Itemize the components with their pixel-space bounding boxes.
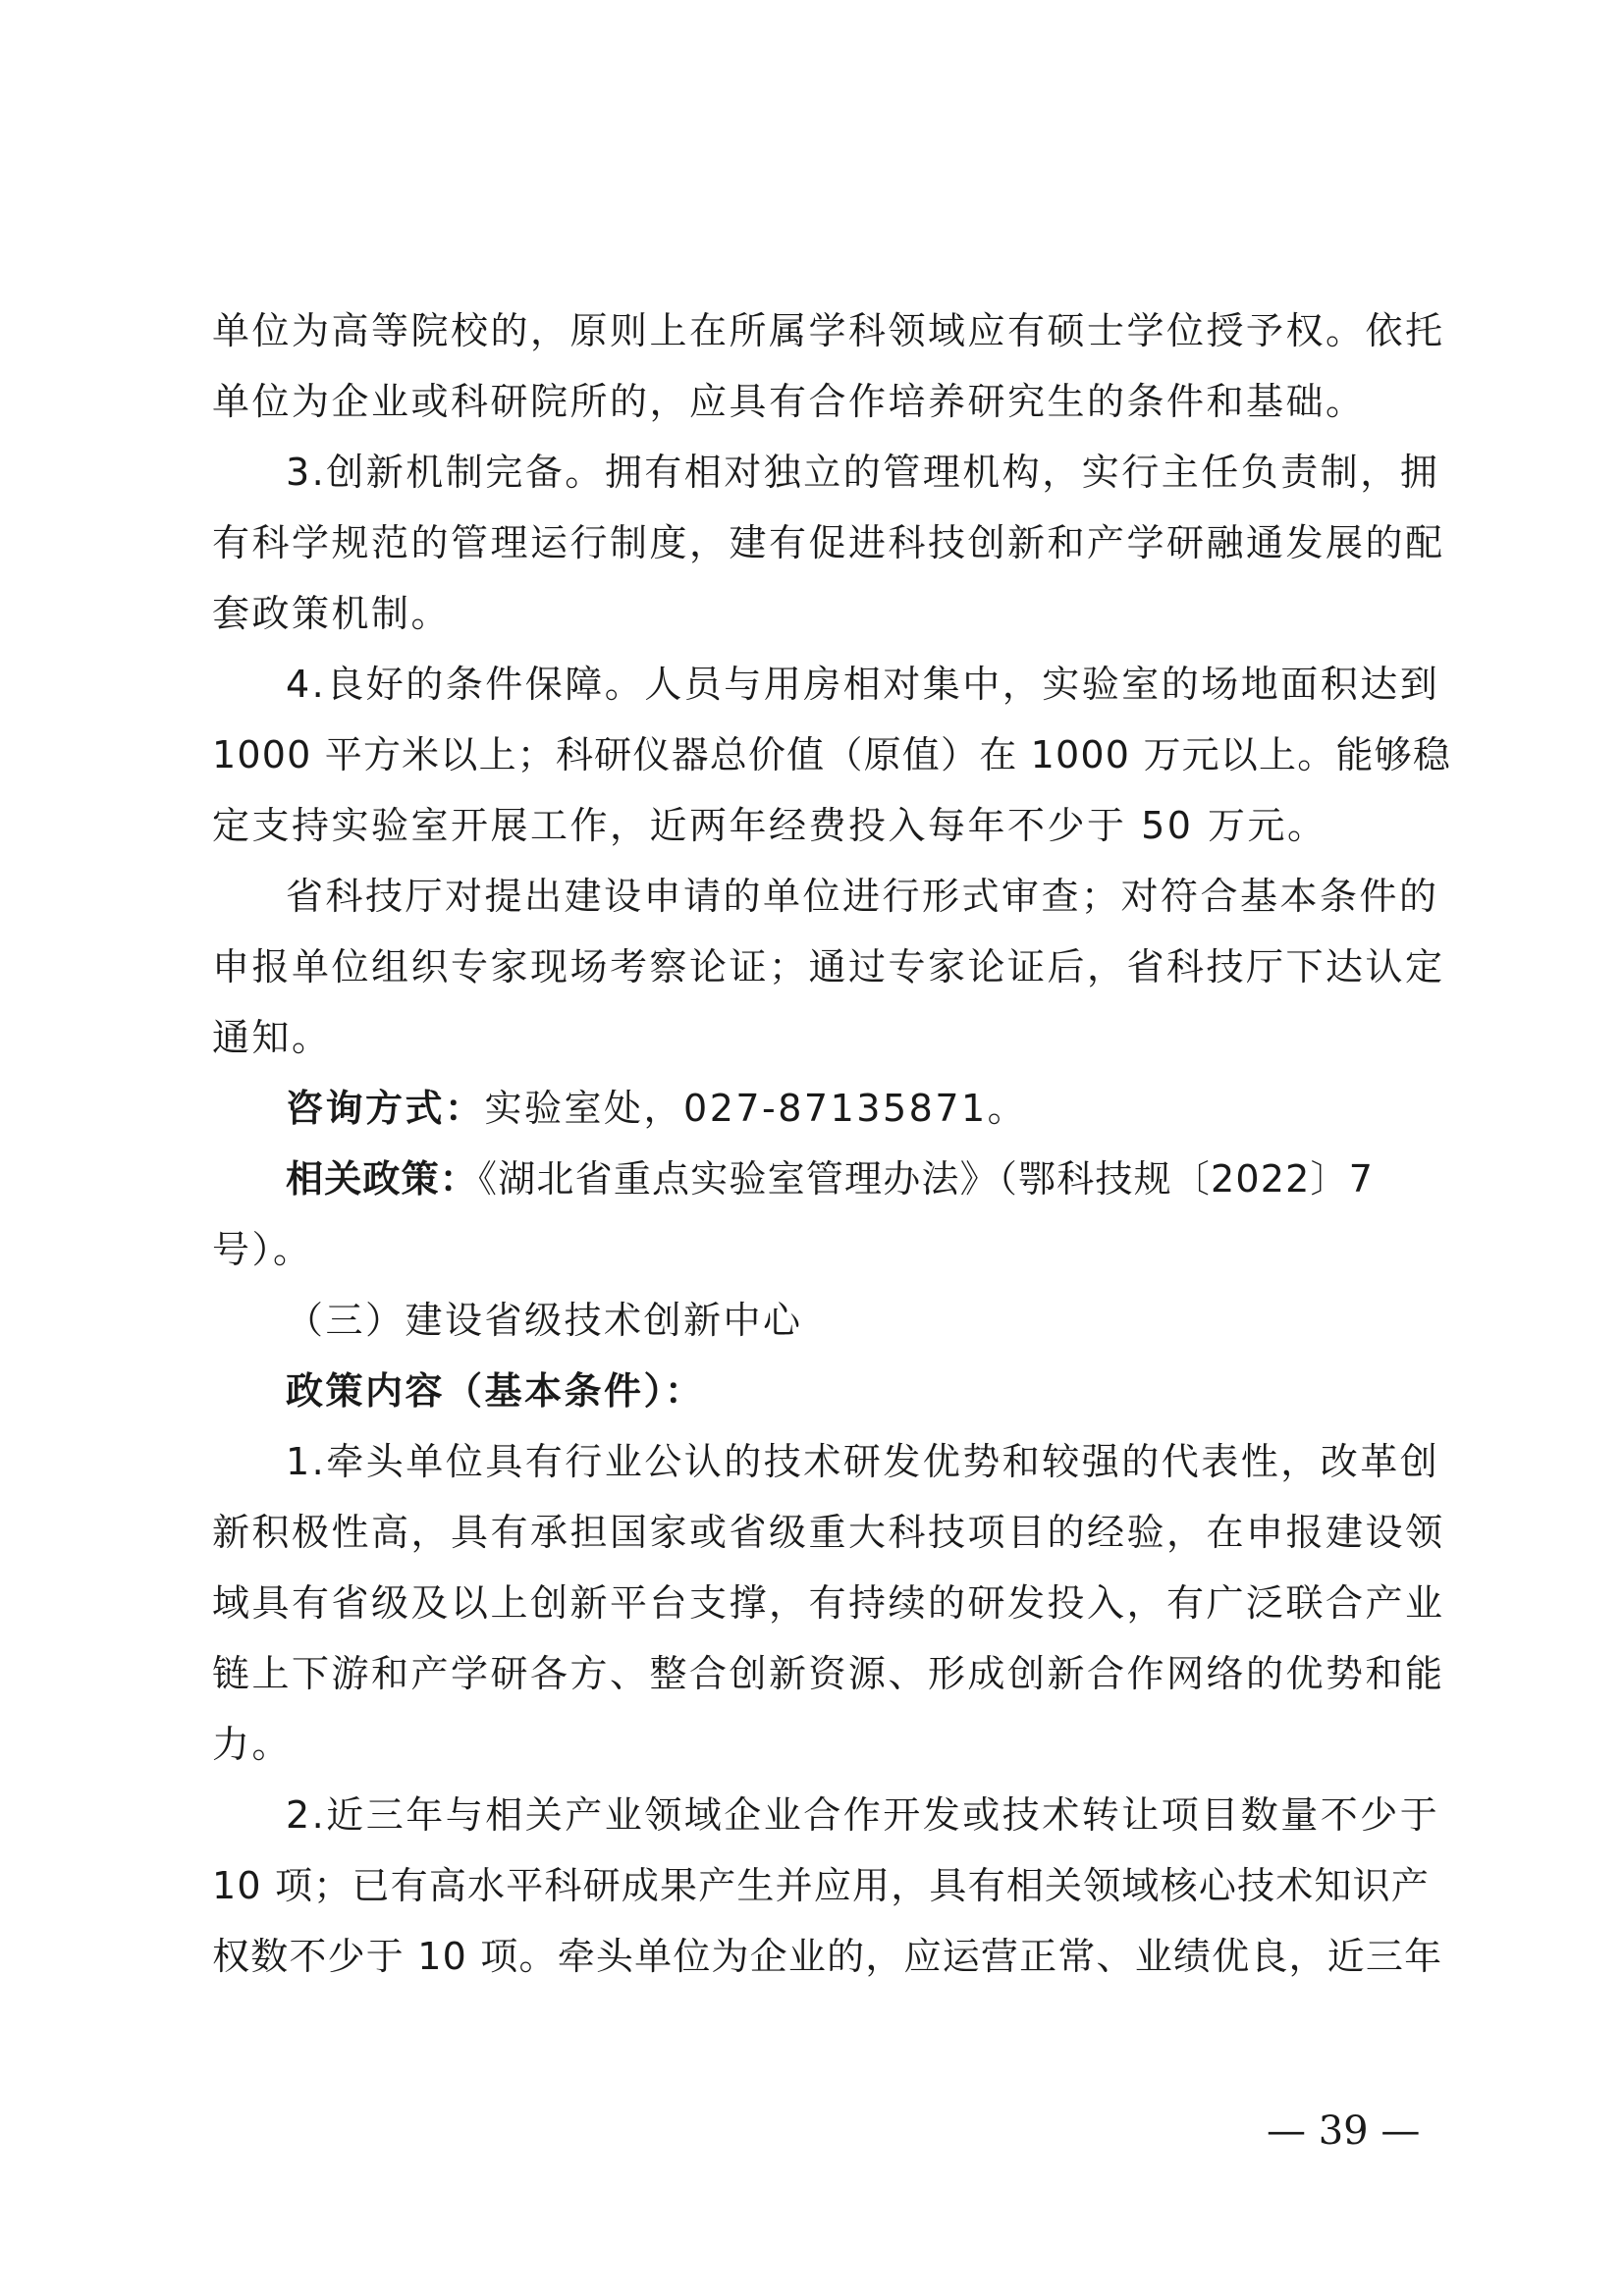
body-line: 1000 平方米以上；科研仪器总价值（原值）在 1000 万元以上。能够稳 (212, 733, 1452, 776)
contact-line (286, 1085, 1414, 1132)
body-line: 定支持实验室开展工作，近两年经费投入每年不少于 50 万元。 (212, 804, 1327, 847)
subsection-heading: 政策内容（基本条件）： (286, 1369, 705, 1413)
section-heading: （三）建设省级技术创新中心 (286, 1299, 803, 1342)
body-line: 3.创新机制完备。拥有相对独立的管理机构，实行主任负责制，拥 (286, 451, 1440, 494)
body-line: 链上下游和产学研各方、整合创新资源、形成创新合作网络的优势和能 (212, 1652, 1445, 1695)
body-line: 1.牵头单位具有行业公认的技术研发优势和较强的代表性，改革创 (286, 1440, 1440, 1483)
body-line: 4.良好的条件保障。人员与用房相对集中，实验室的场地面积达到 (286, 663, 1440, 706)
body-line: 2.近三年与相关产业领域企业合作开发或技术转让项目数量不少于 (286, 1793, 1440, 1837)
body-line: 省科技厅对提出建设申请的单位进行形式审查；对符合基本条件的 (286, 875, 1439, 918)
body-line: 申报单位组织专家现场考察论证；通过专家论证后，省科技厅下达认定 (212, 945, 1445, 988)
body-line: 通知。 (212, 1016, 332, 1059)
body-line: 有科学规范的管理运行制度，建有促进科技创新和产学研融通发展的配 (212, 521, 1445, 564)
policy-label: 相关政策： (286, 1157, 479, 1201)
body-line: 号）。 (212, 1228, 313, 1271)
body-line: 新积极性高，具有承担国家或省级重大科技项目的经验，在申报建设领 (212, 1511, 1445, 1554)
page-number: — 39 — (1267, 2109, 1421, 2154)
body-line: 10 项；已有高水平科研成果产生并应用，具有相关领域核心技术知识产 (212, 1864, 1431, 1907)
contact-label: 咨询方式： (286, 1087, 485, 1130)
body-line: 单位为企业或科研院所的，应具有合作培养研究生的条件和基础。 (212, 380, 1366, 423)
body-line: 域具有省级及以上创新平台支撑，有持续的研发投入，有广泛联合产业 (212, 1581, 1445, 1625)
policy-line (286, 1155, 1414, 1202)
body-line: 力。 (212, 1723, 293, 1766)
body-line: 套政策机制。 (212, 592, 452, 635)
contact-value: 实验室处，027-87135871。 (484, 1087, 1028, 1130)
body-line: 单位为高等院校的，原则上在所属学科领域应有硕士学位授予权。依托 (212, 309, 1445, 352)
policy-value: 《湖北省重点实验室管理办法》（鄂科技规〔2022〕7 (478, 1157, 1375, 1201)
body-line: 权数不少于 10 项。牵头单位为企业的，应运营正常、业绩优良，近三年 (212, 1935, 1443, 1978)
